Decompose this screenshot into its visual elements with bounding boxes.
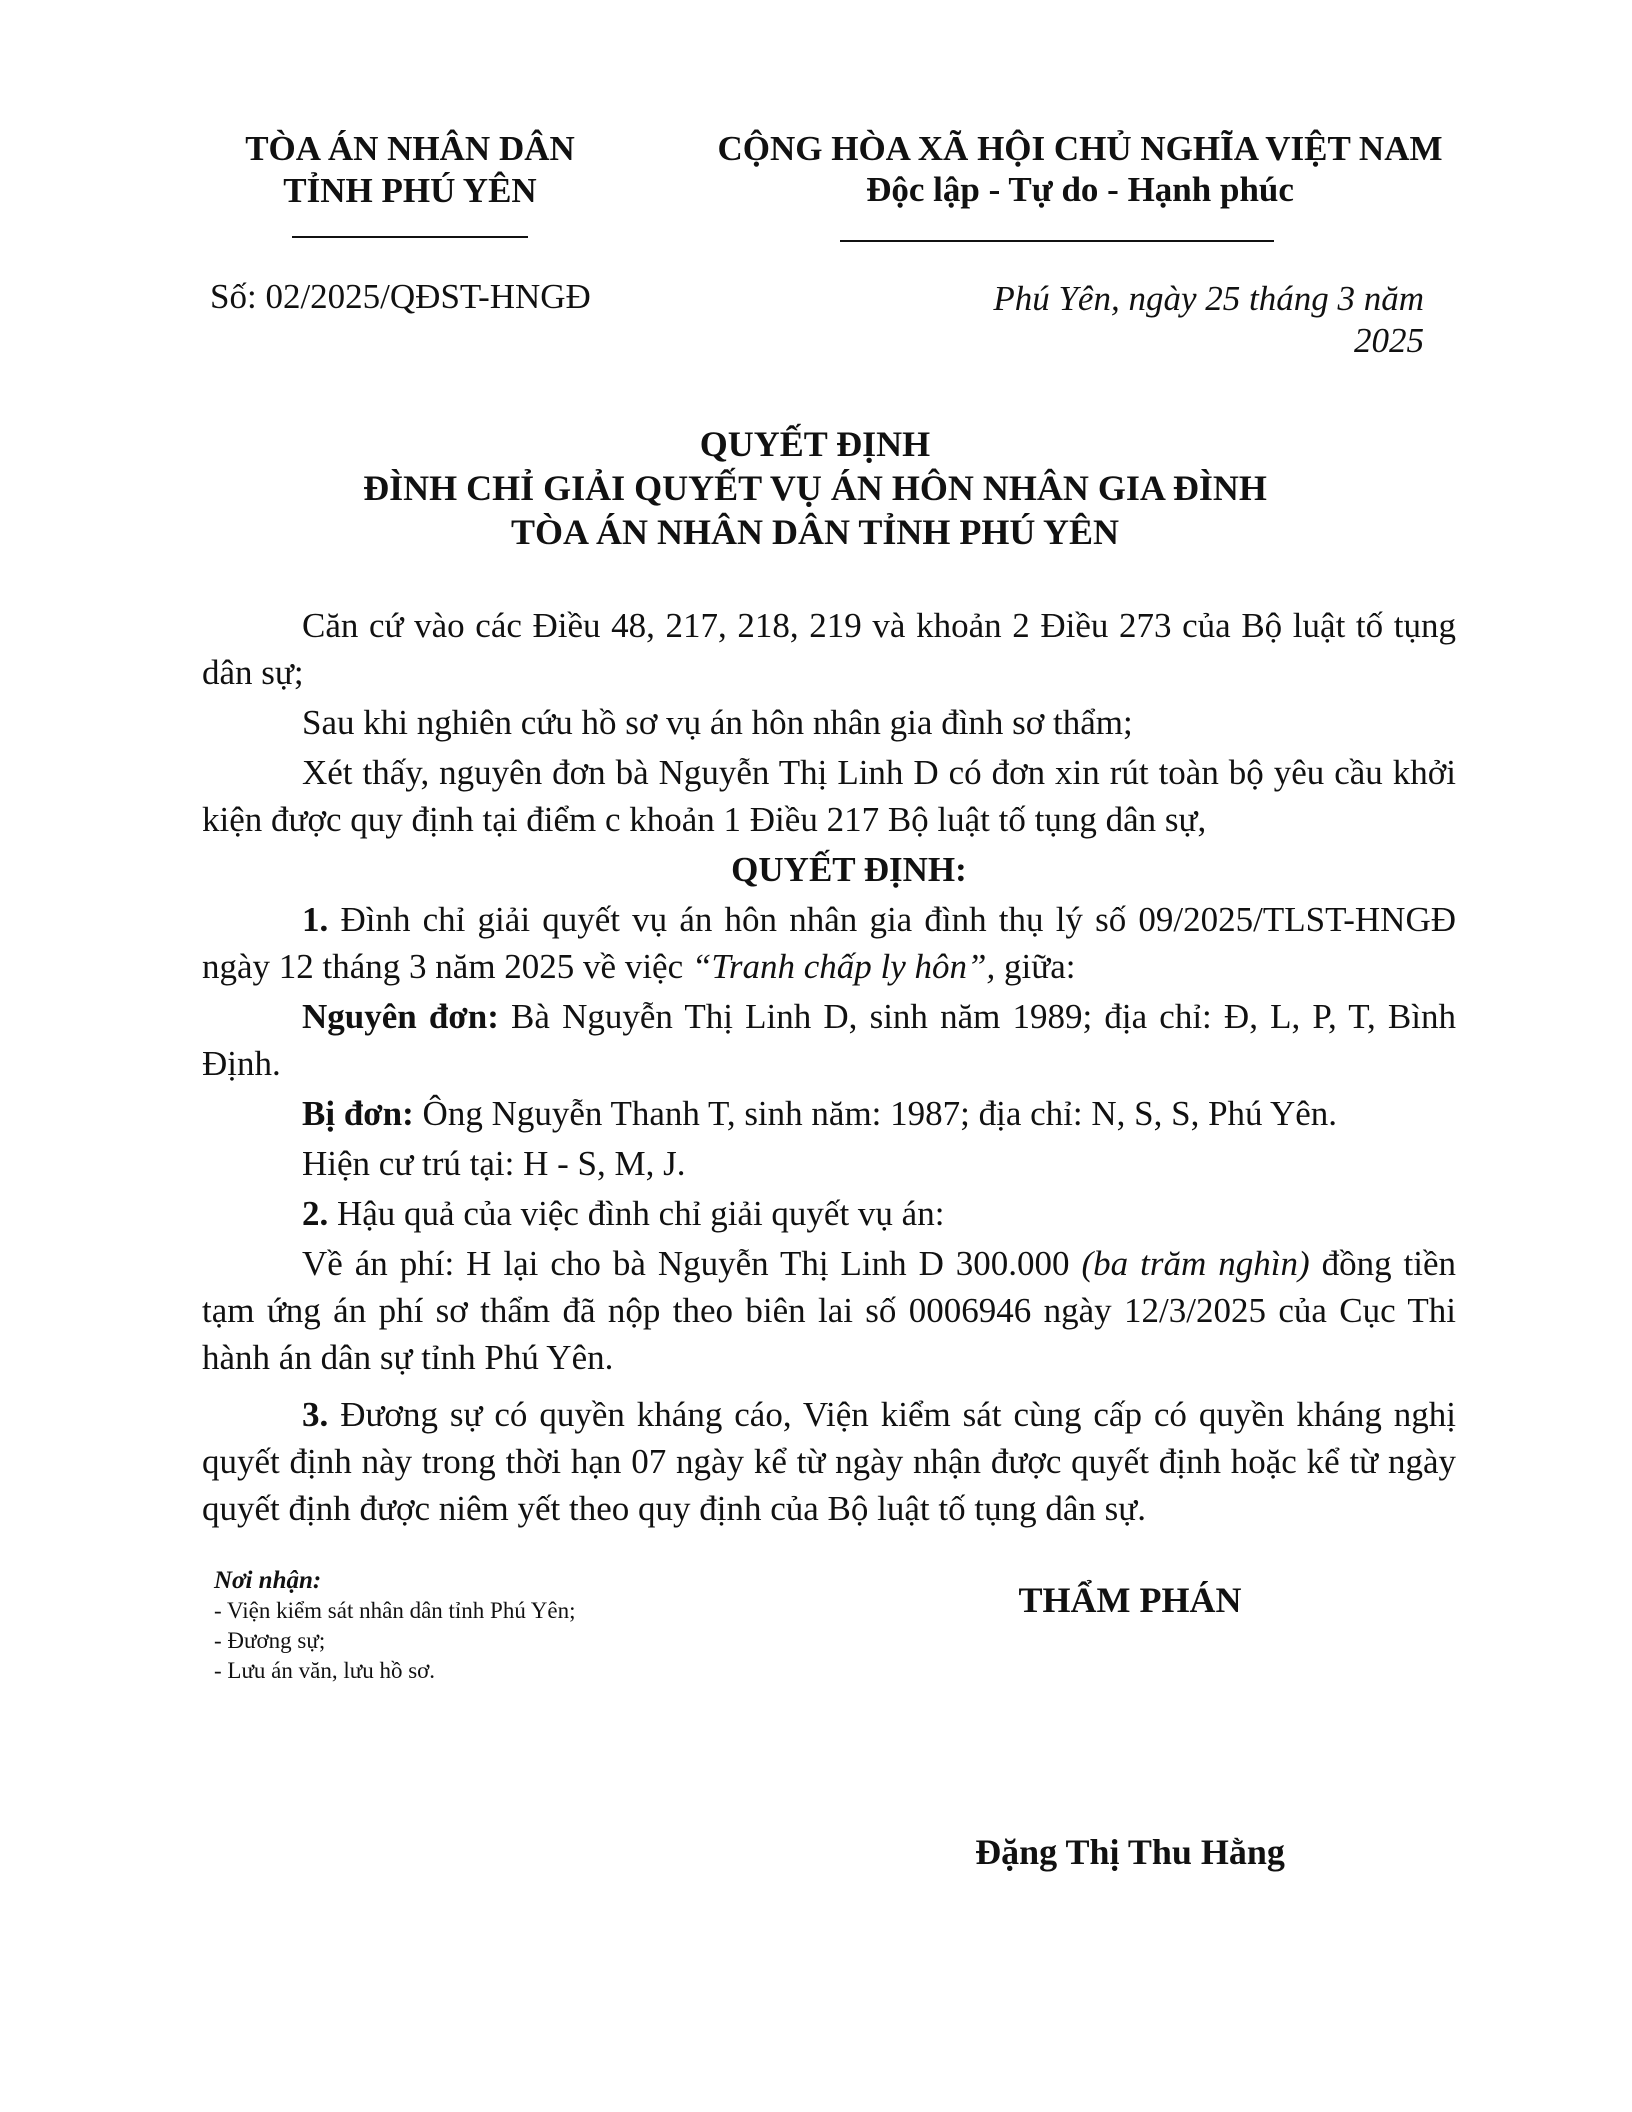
recipient-item: - Lưu án văn, lưu hồ sơ.: [214, 1658, 436, 1683]
signer-role: THẨM PHÁN: [1018, 1580, 1242, 1620]
issue-date-line1: Phú Yên, ngày 25 tháng 3 năm: [993, 279, 1424, 318]
title-line1: QUYẾT ĐỊNH: [699, 424, 931, 464]
decision-heading: QUYẾT ĐỊNH:: [731, 850, 967, 889]
residence-paragraph: Hiện cư trú tại: H - S, M, J.: [302, 1144, 686, 1183]
plaintiff-paragraph: [202, 993, 1456, 1087]
item-2-text: Hậu quả của việc đình chỉ giải quyết vụ án:: [337, 1194, 945, 1233]
fee-text-2: đồng tiền tạm ứng án phí sơ thẩm đã nộp theo biên lai số 0006946 ngày 12/3/2025 của Cục Thi hành án dân sự tỉnh Phú Yên.: [202, 1244, 1457, 1377]
defendant-text: Ông Nguyễn Thanh T, sinh năm: 1987; địa chỉ: N, S, S, Phú Yên.: [422, 1094, 1338, 1133]
item-3-number: 3.: [302, 1395, 329, 1434]
court-name-line1: TÒA ÁN NHÂN DÂN: [245, 129, 575, 168]
issue-date-line2: 2025: [1354, 321, 1424, 360]
recipients-block: [214, 1566, 814, 1686]
item-1-tail: giữa:: [1004, 947, 1076, 986]
item-3: [202, 1391, 1456, 1532]
legal-basis-paragraph: Căn cứ vào các Điều 48, 217, 218, 219 và khoản 2 Điều 273 của Bộ luật tố tụng dân sự;: [202, 606, 1456, 692]
item-1-text: Đình chỉ giải quyết vụ án hôn nhân gia đình thụ lý số 09/2025/TLST-HNGĐ ngày 12 tháng 3 năm 2025 về việc: [202, 900, 1456, 986]
country-name: CỘNG HÒA XÃ HỘI CHỦ NGHĨA VIỆT NAM: [717, 129, 1443, 168]
consideration-paragraph: Xét thấy, nguyên đơn bà Nguyễn Thị Linh D có đơn xin rút toàn bộ yêu cầu khởi kiện được quy định tại điểm c khoản 1 Điều 217 Bộ luật tố tụng dân sự,: [202, 753, 1456, 839]
plaintiff-label: Nguyên đơn:: [302, 997, 499, 1036]
recipients-label: Nơi nhận:: [214, 1567, 322, 1594]
defendant-paragraph: [202, 1090, 1456, 1137]
item-3-text: Đương sự có quyền kháng cáo, Viện kiểm sát cùng cấp có quyền kháng nghị quyết định này trong thời hạn 07 ngày kể từ ngày nhận được quyết định hoặc kể từ ngày quyết định được niêm yết theo quy định của Bộ luật tố tụng dân sự.: [202, 1395, 1456, 1528]
document-title: [240, 422, 1390, 554]
court-name-line2: TỈNH PHÚ YÊN: [283, 171, 537, 210]
item-1-number: 1.: [302, 900, 329, 939]
fee-text-1: Về án phí: H lại cho bà Nguyễn Thị Linh D 300.000: [302, 1244, 1070, 1283]
item-1-case-type: “Tranh chấp ly hôn”,: [691, 947, 996, 986]
recipient-item: - Đương sự;: [214, 1628, 326, 1653]
defendant-label: Bị đơn:: [302, 1094, 414, 1133]
plaintiff-text: Bà Nguyễn Thị Linh D, sinh năm 1989; địa chỉ: Đ, L, P, T, Bình Định.: [202, 997, 1456, 1083]
item-1: [202, 896, 1456, 990]
item-2-number: 2.: [302, 1194, 329, 1233]
item-2: [202, 1190, 1456, 1237]
document-number: Số: 02/2025/QĐST-HNGĐ: [210, 277, 591, 316]
national-motto-header: [680, 128, 1480, 211]
title-line3: TÒA ÁN NHÂN DÂN TỈNH PHÚ YÊN: [510, 512, 1120, 552]
fee-paragraph: [202, 1240, 1456, 1381]
review-paragraph: Sau khi nghiên cứu hồ sơ vụ án hôn nhân gia đình sơ thẩm;: [302, 703, 1133, 742]
document-body: [202, 602, 1456, 1535]
motto: Độc lập - Tự do - Hạnh phúc: [866, 170, 1294, 209]
court-name-header: [220, 128, 600, 212]
title-line2: ĐÌNH CHỈ GIẢI QUYẾT VỤ ÁN HÔN NHÂN GIA ĐÌNH: [363, 468, 1267, 508]
recipient-item: - Viện kiểm sát nhân dân tỉnh Phú Yên;: [214, 1598, 576, 1623]
signer-name: Đặng Thị Thu Hằng: [975, 1832, 1285, 1872]
issue-date: [900, 278, 1424, 362]
fee-amount-words: (ba trăm nghìn): [1081, 1244, 1310, 1283]
right-header-rule: [840, 240, 1274, 242]
left-header-rule: [292, 236, 528, 238]
